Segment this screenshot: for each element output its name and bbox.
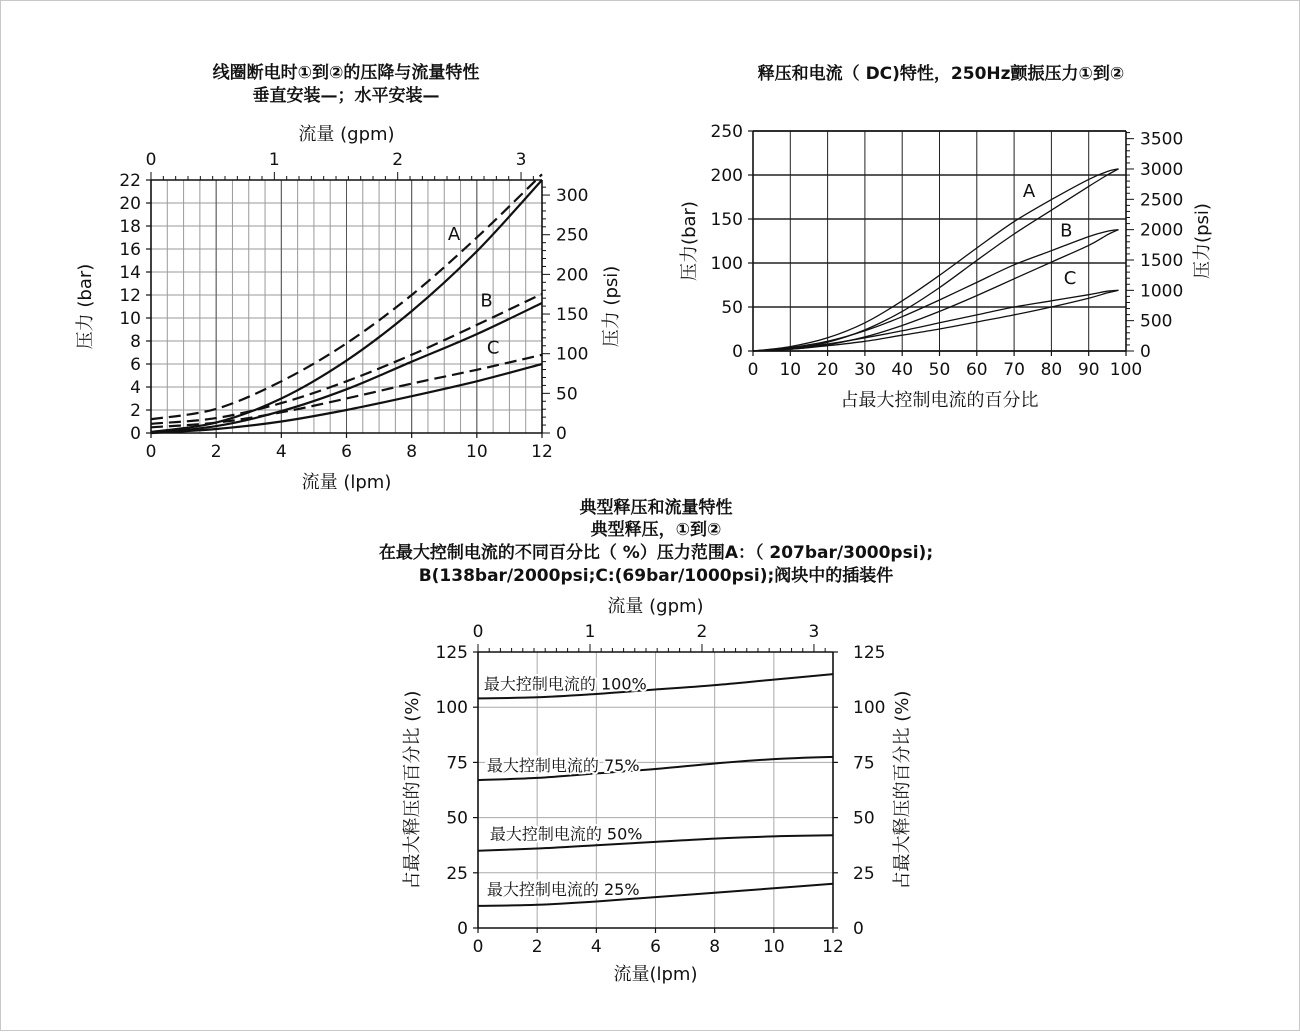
chart2-y-tick-label: 250: [710, 122, 743, 142]
chart3-x-tick-label: 0: [472, 937, 484, 957]
chart3-y2-tick-label: 100: [853, 698, 886, 719]
chart2-y2-tick-label: 2500: [1140, 190, 1184, 211]
chart1-x2-label: 流量 (gpm): [298, 124, 395, 145]
chart1-x-tick-label: 6: [341, 442, 352, 462]
chart3-curve-label-1: 最大控制电流的 100%: [483, 674, 647, 694]
chart2-x-tick-label: 50: [928, 360, 951, 380]
chart1-subtitle: 垂直安装—；水平安装—: [252, 86, 440, 106]
chart2-x-tick-label: 60: [965, 360, 988, 380]
chart3-x2-label: 流量 (gpm): [607, 596, 704, 617]
chart3-x-tick-label: 8: [709, 937, 721, 957]
chart2-y2-tick-label: 1000: [1140, 281, 1184, 302]
chart3-curve-label-4: 最大控制电流的 25%: [486, 879, 640, 899]
chart1-y2-tick-label: 150: [556, 305, 589, 326]
chart1-curve-label-1: A: [447, 223, 461, 245]
chart3-x-label: 流量(lpm): [613, 964, 698, 985]
chart3-x2-tick-label: 0: [472, 622, 484, 642]
chart2-y2-tick-label: 3500: [1140, 129, 1184, 150]
chart1-y-tick-label: 0: [130, 424, 141, 444]
chart2-title: 释压和电流（ DC)特性，250Hz颤振压力①到②: [757, 64, 1125, 84]
chart2-y2-tick-label: 3000: [1140, 159, 1184, 180]
chart3-x2-tick-label: 1: [584, 622, 596, 642]
chart3-curve-label-2: 最大控制电流的 75%: [486, 756, 640, 776]
chart1-x-tick-label: 8: [406, 442, 418, 462]
chart1-y2-tick-label: 250: [556, 225, 589, 246]
chart1-y-tick-label: 16: [119, 240, 141, 260]
chart3-x2-tick-label: 2: [696, 622, 708, 642]
chart1-y-tick-label: 20: [119, 194, 141, 214]
chart1-x2-tick-label: 2: [392, 150, 404, 170]
chart2-curve-label-2: B: [1060, 220, 1073, 242]
chart3-y-tick-label: 75: [446, 753, 468, 774]
chart3-x-tick-label: 6: [650, 937, 661, 957]
chart3-y2-label: 占最大释压的百分比 (%): [892, 690, 913, 890]
chart2-x-label: 占最大控制电流的百分比: [840, 390, 1039, 411]
chart2-x-tick-label: 10: [779, 360, 802, 380]
chart2-x-tick-label: 20: [816, 360, 839, 380]
chart2-y2-label: 压力(psi): [1192, 203, 1213, 279]
chart1-y-tick-label: 4: [130, 378, 141, 398]
chart3-y-tick-label: 0: [457, 919, 468, 939]
chart2-curve-label-3: C: [1063, 268, 1077, 290]
chart2-x-tick-label: 40: [891, 360, 914, 380]
chart3-x2-tick-label: 3: [808, 622, 820, 642]
chart1-x-tick-label: 12: [531, 442, 553, 462]
chart3-title: 典型释压和流量特性: [579, 498, 733, 518]
chart1-y2-tick-label: 100: [556, 344, 589, 365]
chart1-y-tick-label: 2: [130, 401, 141, 421]
chart1-y-tick-label: 14: [119, 263, 141, 283]
chart1-x-label: 流量 (lpm): [301, 472, 392, 493]
chart3-curve-label-3: 最大控制电流的 50%: [489, 824, 643, 844]
chart1-y-tick-label: 6: [130, 355, 141, 375]
chart3-y-tick-label: 25: [446, 863, 468, 884]
chart1-y2-label: 压力 (psi): [601, 265, 622, 348]
chart2-y-tick-label: 50: [721, 298, 743, 318]
chart2-y-label: 压力(bar): [679, 201, 700, 281]
chart3-y2-tick-label: 125: [853, 643, 886, 663]
chart2-y2-tick-label: 1500: [1140, 250, 1184, 271]
chart1-y-tick-label: 22: [119, 171, 141, 191]
chart2-curve-label-1: A: [1022, 181, 1036, 202]
chart3-y2-tick-label: 25: [853, 863, 875, 884]
chart2-y-tick-label: 0: [732, 342, 743, 362]
chart3-y2-tick-label: 0: [853, 919, 864, 939]
chart2-x-tick-label: 90: [1077, 360, 1100, 380]
chart1-y2-tick-label: 50: [556, 384, 578, 405]
chart2-x-tick-label: 100: [1109, 360, 1143, 380]
chart1-y-tick-label: 18: [119, 217, 141, 237]
chart1-y2-tick-label: 0: [556, 424, 567, 444]
chart1-x-tick-label: 2: [210, 442, 222, 462]
charts-canvas: [1, 1, 1300, 1032]
chart2-y-tick-label: 200: [710, 166, 743, 186]
chart3-x-tick-label: 10: [763, 937, 785, 957]
chart3-subtitle-3: B(138bar/2000psi;C:(69bar/1000psi);阀块中的插装件: [418, 566, 894, 586]
chart2-x-tick-label: 80: [1040, 360, 1063, 380]
chart1-x2-tick-label: 0: [145, 150, 157, 170]
chart1-y2-tick-label: 200: [556, 265, 589, 286]
chart2-y-tick-label: 100: [710, 254, 743, 274]
chart3-y-label: 占最大释压的百分比 (%): [402, 690, 423, 890]
chart3-y-tick-label: 100: [435, 698, 468, 719]
chart2-y2-tick-label: 500: [1140, 311, 1173, 332]
chart3-x-tick-label: 4: [590, 937, 602, 957]
chart1-x2-tick-label: 1: [268, 150, 280, 170]
chart1-curve-label-3: C: [486, 337, 500, 359]
chart2-x-tick-label: 0: [747, 360, 759, 380]
chart1-y-label: 压力 (bar): [75, 263, 96, 350]
chart1-x-tick-label: 0: [145, 442, 157, 462]
chart3-y2-tick-label: 75: [853, 753, 875, 774]
chart1-y-tick-label: 8: [130, 332, 141, 352]
chart3-y-tick-label: 125: [435, 643, 468, 663]
chart3-subtitle-1: 典型释压，①到②: [590, 520, 722, 540]
chart1-curve-label-2: B: [480, 290, 493, 312]
chart1-y-tick-label: 10: [119, 309, 141, 329]
chart3-x-tick-label: 2: [531, 937, 543, 957]
chart1-x-tick-label: 10: [466, 442, 488, 462]
chart2-y-tick-label: 150: [710, 210, 743, 230]
chart1-x-tick-label: 4: [275, 442, 287, 462]
chart2-x-tick-label: 70: [1003, 360, 1025, 380]
chart2-series-line-5: [753, 290, 1119, 351]
chart2-x-tick-label: 30: [854, 360, 876, 380]
chart2-y2-tick-label: 2000: [1140, 220, 1184, 241]
chart1-y-tick-label: 12: [119, 286, 141, 306]
chart2-y2-tick-label: 0: [1140, 342, 1151, 362]
chart3-y2-tick-label: 50: [853, 808, 875, 829]
chart1-x2-tick-label: 3: [515, 150, 527, 170]
chart1-title: 线圈断电时①到②的压降与流量特性: [212, 63, 480, 83]
chart1-y2-tick-label: 300: [556, 186, 589, 207]
chart3-x-tick-label: 12: [822, 937, 844, 957]
chart3-y-tick-label: 50: [446, 808, 468, 829]
chart3-subtitle-2: 在最大控制电流的不同百分比（ %）压力范围A：（ 207bar/3000psi);: [378, 543, 934, 563]
